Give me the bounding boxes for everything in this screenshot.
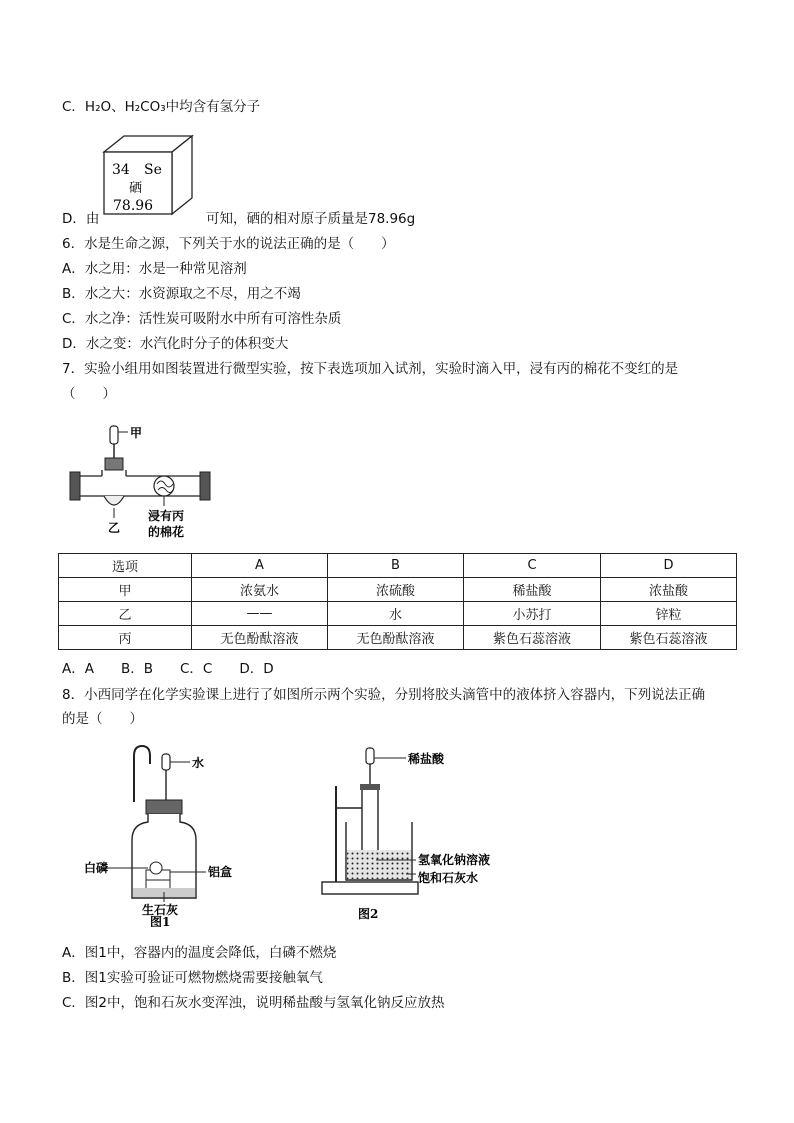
label-aluminum-box: 铝盒 xyxy=(208,865,233,879)
q6-option-d: D．水之变：水汽化时分子的体积变大 xyxy=(62,336,289,352)
q7-stem: 7．实验小组用如图装置进行微型实验，按下表选项加入试剂，实验时滴入甲，浸有丙的棉花不变红的是 xyxy=(62,361,679,377)
label-limewater: 饱和石灰水 xyxy=(418,871,479,885)
table-row xyxy=(59,626,737,650)
q8-option-b: B．图1实验可验证可燃物燃烧需要接触氧气 xyxy=(62,970,323,986)
label-water: 水 xyxy=(192,756,205,770)
element-mass: 78.96 xyxy=(113,198,154,214)
table-cell: C xyxy=(464,554,601,578)
table-cell: 浓盐酸 xyxy=(601,578,737,602)
table-row xyxy=(59,602,737,626)
label-jia: 甲 xyxy=(130,426,143,440)
label-naoh-solution: 氢氧化钠溶液 xyxy=(418,853,491,867)
q5-option-c: C．H₂O、H₂CO₃中均含有氢分子 xyxy=(62,99,261,115)
q7-reagent-table xyxy=(58,553,737,650)
q8-option-a: A．图1中，容器内的温度会降低，白磷不燃烧 xyxy=(62,945,337,961)
q8-stem: 8．小西同学在化学实验课上进行了如图所示两个实验，分别将胶头滴管中的液体挤入容器内，下列说法正确 xyxy=(62,687,706,703)
table-cell: 丙 xyxy=(59,626,192,650)
table-row xyxy=(59,578,737,602)
selenium-element-card xyxy=(100,130,200,220)
table-cell: 无色酚酞溶液 xyxy=(192,626,328,650)
q5-option-d-prefix: D．由 xyxy=(62,211,100,227)
q8-figure-1 xyxy=(84,742,254,927)
label-dilute-hcl: 稀盐酸 xyxy=(408,752,445,766)
q7-apparatus-diagram xyxy=(64,418,224,544)
table-cell: 选项 xyxy=(59,554,192,578)
table-cell: 甲 xyxy=(59,578,192,602)
table-cell: 浓氨水 xyxy=(192,578,328,602)
q8-option-c: C．图2中，饱和石灰水变浑浊，说明稀盐酸与氢氧化钠反应放热 xyxy=(62,995,445,1011)
table-cell: 锌粒 xyxy=(601,602,737,626)
table-cell: D xyxy=(601,554,737,578)
fig1-caption: 图1 xyxy=(150,915,171,927)
q7-stem-cont: （ ） xyxy=(62,386,116,402)
table-cell: 浓硫酸 xyxy=(328,578,464,602)
fig2-caption: 图2 xyxy=(358,907,379,921)
table-cell: 小苏打 xyxy=(464,602,601,626)
label-yi: 乙 xyxy=(108,521,121,535)
q7-answer-options: A．A B．B C．C D．D xyxy=(62,661,274,677)
table-cell: 乙 xyxy=(59,602,192,626)
element-name: 硒 xyxy=(129,181,143,196)
table-header-row xyxy=(59,554,737,578)
table-cell: —— xyxy=(192,602,328,626)
element-number: 34 xyxy=(112,162,130,178)
table-cell: A xyxy=(192,554,328,578)
q5-option-d-suffix: 可知，硒的相对原子质量是78.96g xyxy=(206,211,416,227)
label-quicklime: 生石灰 xyxy=(142,903,179,917)
table-cell: 水 xyxy=(328,602,464,626)
table-cell: 无色酚酞溶液 xyxy=(328,626,464,650)
q8-stem-cont: 的是（ ） xyxy=(62,711,143,727)
table-cell: B xyxy=(328,554,464,578)
q6-option-c: C．水之净：活性炭可吸附水中所有可溶性杂质 xyxy=(62,311,342,327)
label-white-phosphorus: 白磷 xyxy=(84,861,109,875)
table-cell: 紫色石蕊溶液 xyxy=(464,626,601,650)
label-bing-line2: 的棉花 xyxy=(148,525,185,539)
label-bing-line1: 浸有丙 xyxy=(148,509,185,523)
q6-stem: 6．水是生命之源，下列关于水的说法正确的是（ ） xyxy=(62,236,395,252)
q6-option-a: A．水之用：水是一种常见溶剂 xyxy=(62,261,247,277)
table-cell: 紫色石蕊溶液 xyxy=(601,626,737,650)
table-cell: 稀盐酸 xyxy=(464,578,601,602)
q8-figure-2 xyxy=(320,746,510,926)
q6-option-b: B．水之大：水资源取之不尽，用之不竭 xyxy=(62,286,301,302)
element-symbol: Se xyxy=(144,162,162,178)
